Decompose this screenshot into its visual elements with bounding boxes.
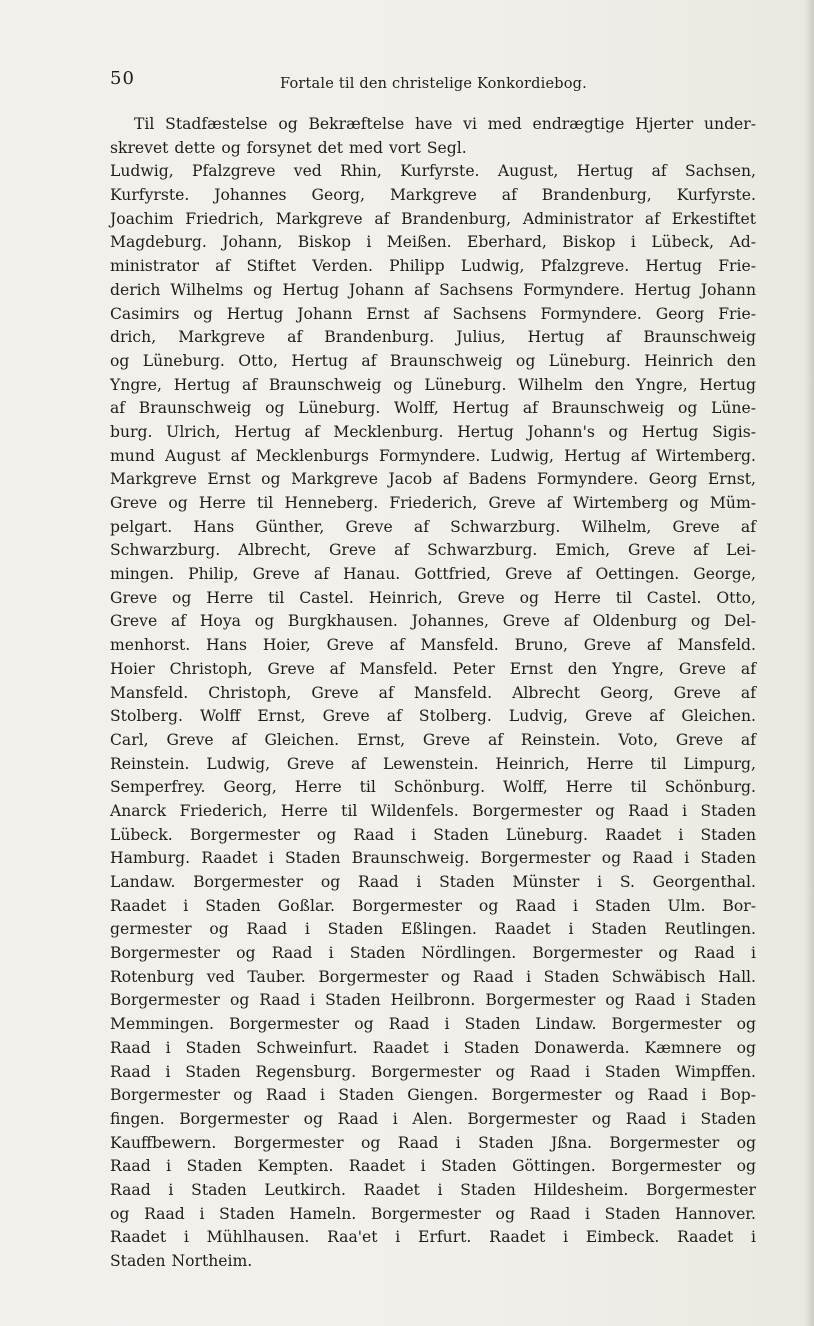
text-line: derich Wilhelms og Hertug Johann af Sachsens Formyndere. Hertug Johann (110, 280, 756, 299)
text-line: Greve og Herre til Castel. Heinrich, Greve og Herre til Castel. Otto, (110, 588, 756, 607)
text-line: Kauffbewern. Borgermester og Raad i Staden Jßna. Borgermester og (110, 1133, 756, 1152)
text-line: Rotenburg ved Tauber. Borgermester og Raad i Staden Schwäbisch Hall. (110, 967, 756, 986)
text-line: Casimirs og Hertug Johann Ernst af Sachsens Formyndere. Georg Frie- (110, 304, 756, 323)
text-line: burg. Ulrich, Hertug af Mecklenburg. Hertug Johann's og Hertug Sigis- (110, 422, 756, 441)
text-line: mingen. Philip, Greve af Hanau. Gottfried, Greve af Oettingen. George, (110, 565, 756, 584)
text-line: Hoier Christoph, Greve af Mansfeld. Peter Ernst den Yngre, Greve af (110, 659, 756, 678)
text-line: Greve og Herre til Henneberg. Friederich, Greve af Wirtemberg og Müm- (110, 494, 756, 512)
page-header (110, 68, 770, 104)
text-line: Hamburg. Raadet i Staden Braunschweig. Borgermester og Raad i Staden (110, 849, 756, 868)
text-line: Raadet i Staden Goßlar. Borgermester og Raad i Staden Ulm. Bor- (110, 896, 756, 915)
text-line: Markgreve Ernst og Markgreve Jacob af Badens Formyndere. Georg Ernst, (110, 470, 756, 489)
text-line: Raad i Staden Schweinfurt. Raadet i Staden Donawerda. Kæmnere og (110, 1038, 756, 1057)
text-line: Til Stadfæstelse og Bekræftelse have vi med endrægtige Hjerter under- (134, 115, 756, 133)
page-edge-shadow (804, 0, 814, 1326)
text-line: Staden Northeim. (110, 1252, 253, 1270)
text-line: Semperfrey. Georg, Herre til Schönburg. Wolff, Herre til Schönburg. (110, 778, 756, 797)
text-line: Schwarzburg. Albrecht, Greve af Schwarzburg. Emich, Greve af Lei- (110, 541, 756, 560)
text-line: Borgermester og Raad i Staden Nördlingen. Borgermester og Raad i (110, 944, 756, 963)
text-line: Yngre, Hertug af Braunschweig og Lüneburg. Wilhelm den Yngre, Hertug (110, 375, 756, 394)
text-line: Raad i Staden Regensburg. Borgermester og Raad i Staden Wimpffen. (110, 1062, 756, 1081)
text-line: mund August af Mecklenburgs Formyndere. Ludwig, Hertug af Wirtemberg. (110, 446, 756, 465)
text-line: Greve af Hoya og Burgkhausen. Johannes, Greve af Oldenburg og Del- (110, 612, 756, 631)
text-line: fingen. Borgermester og Raad i Alen. Borgermester og Raad i Staden (110, 1109, 756, 1128)
text-line: Raadet i Mühlhausen. Raa'et i Erfurt. Raadet i Eimbeck. Raadet i (110, 1228, 756, 1247)
text-line: germester og Raad i Staden Eßlingen. Raadet i Staden Reutlingen. (110, 920, 756, 939)
page-number: 50 (110, 68, 135, 89)
text-line: Kurfyrste. Johannes Georg, Markgreve af Brandenburg, Kurfyrste. (110, 186, 756, 205)
text-line: Joachim Friedrich, Markgreve af Brandenburg, Administrator af Erkestiftet (110, 209, 756, 228)
text-line: Mansfeld. Christoph, Greve af Mansfeld. Albrecht Georg, Greve af (110, 683, 756, 702)
text-line: skrevet dette og forsynet det med vort Segl. (110, 138, 467, 157)
text-line: Borgermester og Raad i Staden Heilbronn. Borgermester og Raad i Staden (110, 991, 756, 1010)
text-line: Raad i Staden Leutkirch. Raadet i Staden Hildesheim. Borgermester (110, 1180, 756, 1199)
text-line: Anarck Friederich, Herre til Wildenfels. Borgermester og Raad i Staden (110, 801, 756, 820)
text-line: menhorst. Hans Hoier, Greve af Mansfeld. Bruno, Greve af Mansfeld. (110, 636, 756, 655)
text-line: Memmingen. Borgermester og Raad i Staden Lindaw. Borgermester og (110, 1015, 756, 1034)
text-line: Borgermester og Raad i Staden Giengen. Borgermester og Raad i Bop- (110, 1086, 756, 1105)
body-text (110, 113, 756, 1274)
running-title: Fortale til den christelige Konkordiebog. (280, 76, 587, 92)
text-line: og Raad i Staden Hameln. Borgermester og Raad i Staden Hannover. (110, 1204, 756, 1223)
text-line: Magdeburg. Johann, Biskop i Meißen. Eberhard, Biskop i Lübeck, Ad- (110, 233, 756, 252)
text-line: og Lüneburg. Otto, Hertug af Braunschweig og Lüneburg. Heinrich den (110, 351, 756, 370)
text-line: Ludwig, Pfalzgreve ved Rhin, Kurfyrste. August, Hertug af Sachsen, (110, 162, 756, 181)
text-line: Raad i Staden Kempten. Raadet i Staden Göttingen. Borgermester og (110, 1157, 756, 1176)
text-line: pelgart. Hans Günther, Greve af Schwarzburg. Wilhelm, Greve af (110, 517, 756, 536)
text-line: af Braunschweig og Lüneburg. Wolff, Hertug af Braunschweig og Lüne- (110, 399, 756, 418)
text-line: Stolberg. Wolff Ernst, Greve af Stolberg. Ludvig, Greve af Gleichen. (110, 707, 756, 726)
text-line: drich, Markgreve af Brandenburg. Julius, Hertug af Braunschweig (110, 328, 756, 347)
text-line: Reinstein. Ludwig, Greve af Lewenstein. Heinrich, Herre til Limpurg, (110, 754, 756, 773)
text-line: Carl, Greve af Gleichen. Ernst, Greve af Reinstein. Voto, Greve af (110, 730, 756, 749)
text-line: Lübeck. Borgermester og Raad i Staden Lüneburg. Raadet i Staden (110, 825, 756, 844)
text-line: Landaw. Borgermester og Raad i Staden Münster i S. Georgenthal. (110, 873, 756, 891)
text-line: ministrator af Stiftet Verden. Philipp Ludwig, Pfalzgreve. Hertug Frie- (110, 257, 756, 276)
